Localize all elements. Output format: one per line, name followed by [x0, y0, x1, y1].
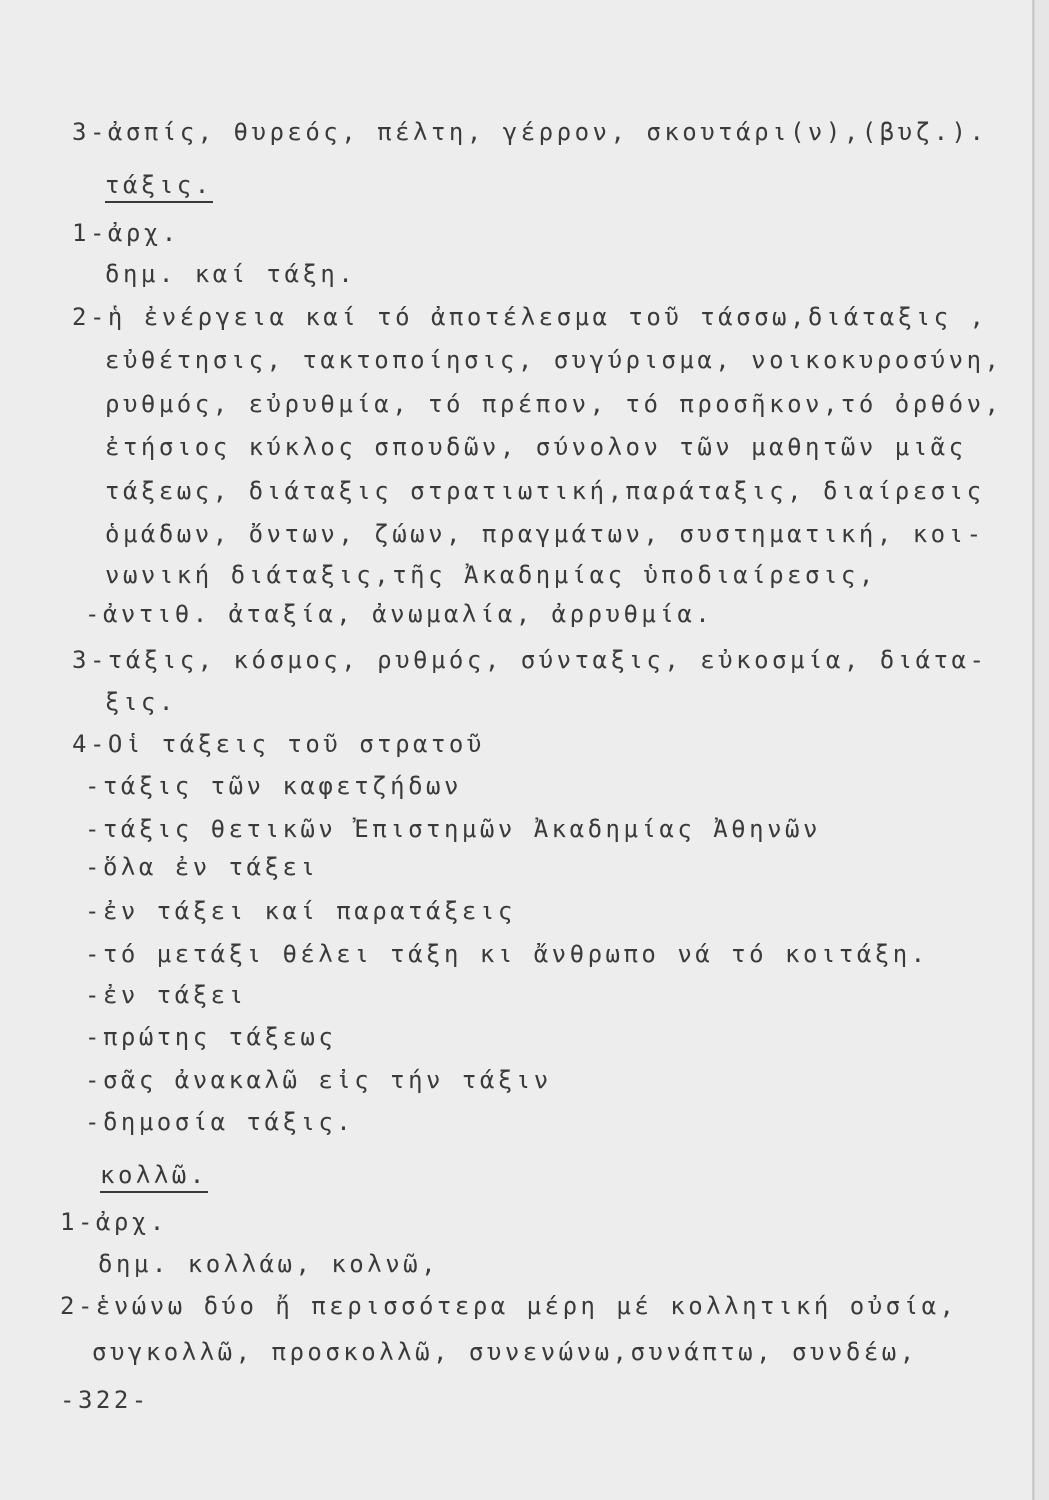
text-line: ρυθμός, εὐρυθμία, τό πρέπον, τό προσῆκον,τό ὀρθόν, — [105, 390, 1003, 418]
text-line: -σᾶς ἀνακαλῶ εἰς τήν τάξιν — [85, 1066, 552, 1094]
page-edge — [1032, 0, 1035, 1500]
text-line: τάξεως, διάταξις στρατιωτική,παράταξις, διαίρεσις — [105, 477, 985, 505]
text-line: 1-ἀρχ. — [72, 219, 180, 247]
text-line: δημ. καί τάξη. — [105, 260, 357, 288]
text-line: 4-Οἱ τάξεις τοῦ στρατοῦ — [72, 730, 485, 758]
text-line: -τάξις θετικῶν Ἐπιστημῶν Ἀκαδημίας Ἀθηνῶν — [85, 815, 821, 843]
entry-heading: τάξις. — [105, 173, 213, 203]
page-margin-shadow — [1035, 0, 1049, 1500]
text-line: νωνική διάταξις,τῆς Ἀκαδημίας ὑποδιαίρεσις, — [105, 561, 877, 589]
text-line: -ἐν τάξει καί παρατάξεις — [85, 897, 516, 925]
text-line: -δημοσία τάξις. — [85, 1108, 355, 1136]
page-number: -322- — [60, 1386, 150, 1414]
text-line: συγκολλῶ, προσκολλῶ, συνενώνω,συνάπτω, συνδέω, — [92, 1338, 918, 1366]
text-line: -τάξις τῶν καφετζήδων — [85, 772, 462, 800]
text-line: ὁμάδων, ὄντων, ζώων, πραγμάτων, συστηματική, κοι- — [105, 520, 985, 548]
text-line: 2-ἡ ἐνέργεια καί τό ἀποτέλεσμα τοῦ τάσσω,διάταξις , — [72, 303, 988, 331]
text-line: 3-ἀσπίς, θυρεός, πέλτη, γέρρον, σκουτάρι(ν),(βυζ.). — [72, 118, 988, 146]
text-line: -ἀντιθ. ἀταξία, ἀνωμαλία, ἀρρυθμία. — [85, 600, 714, 628]
text-line: 2-ἑνώνω δύο ἤ περισσότερα μέρη μέ κολλητική οὐσία, — [60, 1292, 958, 1320]
text-line: -πρώτης τάξεως — [85, 1023, 337, 1051]
text-line: ξις. — [105, 688, 177, 716]
text-line: 3-τάξις, κόσμος, ρυθμός, σύνταξις, εὐκοσμία, διάτα- — [72, 646, 988, 674]
text-line: -ἐν τάξει — [85, 981, 247, 1009]
entry-heading: κολλῶ. — [100, 1163, 208, 1193]
text-line: ἐτήσιος κύκλος σπουδῶν, σύνολον τῶν μαθητῶν μιᾶς — [105, 433, 967, 461]
text-line: δημ. κολλάω, κολνῶ, — [98, 1250, 440, 1278]
text-line: -ὅλα ἐν τάξει — [85, 853, 319, 881]
text-line: εὐθέτησις, τακτοποίησις, συγύρισμα, νοικοκυροσύνη, — [105, 346, 1003, 374]
text-line: 1-ἀρχ. — [60, 1208, 168, 1236]
text-line: -τό μετάξι θέλει τάξη κι ἄνθρωπο νά τό κοιτάξη. — [85, 940, 929, 968]
